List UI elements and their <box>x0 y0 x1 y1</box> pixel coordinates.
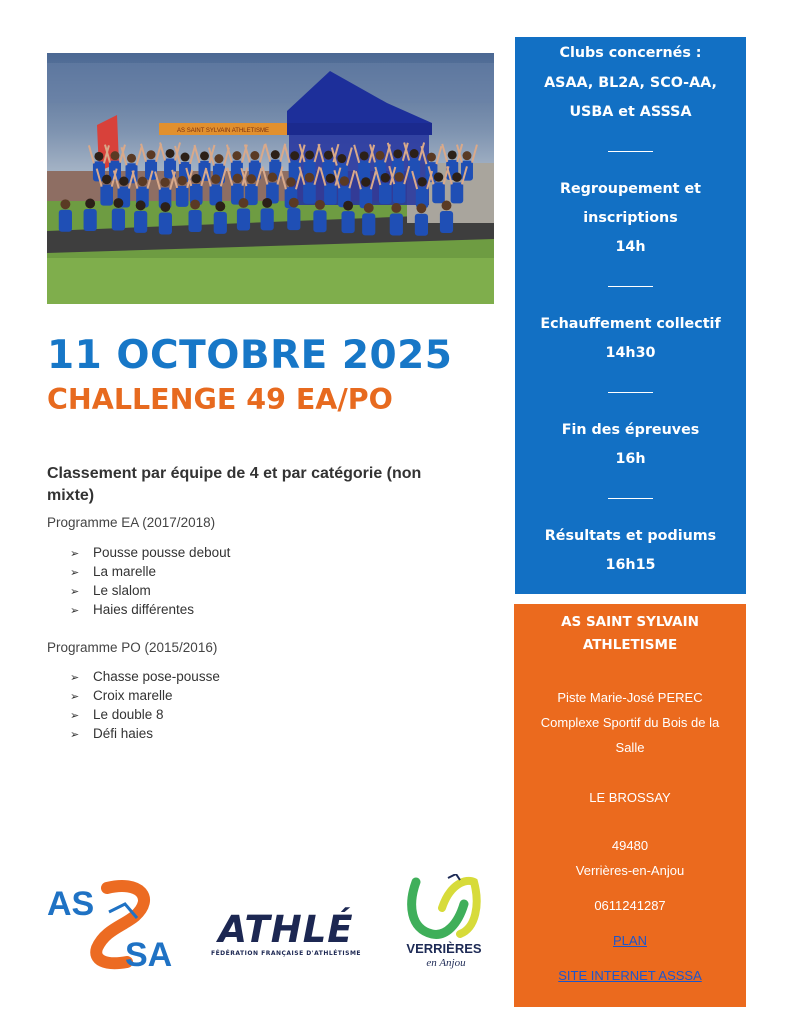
arrow-bullet-icon: ➢ <box>70 691 80 703</box>
child-figure <box>342 211 355 233</box>
svg-text:en Anjou: en Anjou <box>426 957 466 969</box>
child-head <box>136 200 146 210</box>
child-figure <box>362 213 375 235</box>
fin-epreuves-time: 16h <box>615 451 646 467</box>
child-figure <box>188 210 201 232</box>
child-head <box>94 152 103 161</box>
child-head <box>286 177 295 186</box>
fin-epreuves-label: Fin des épreuves <box>561 422 700 438</box>
child-figure <box>84 209 97 231</box>
child-head <box>147 150 156 159</box>
child-figure <box>134 211 147 233</box>
child-head <box>427 153 436 162</box>
child-head <box>110 151 119 160</box>
svg-text:VERRIÈRES: VERRIÈRES <box>406 941 482 956</box>
separator <box>608 151 653 152</box>
child-head <box>393 149 402 158</box>
child-head <box>326 174 335 183</box>
child-head <box>200 151 209 160</box>
clubs-line-1: ASAA, BL2A, SCO-AA, <box>544 75 717 91</box>
child-figure <box>390 213 403 235</box>
child-head <box>239 198 249 208</box>
child-figure <box>159 213 172 235</box>
child-head <box>268 173 277 182</box>
child-head <box>315 200 325 210</box>
child-head <box>214 154 223 163</box>
clubs-heading: Clubs concernés : <box>559 45 702 61</box>
regroupement-label-2: inscriptions <box>583 210 678 226</box>
list-item: ➢ Chasse pose-pousse <box>70 667 220 686</box>
postcode: 49480 <box>611 838 649 853</box>
venue-panel <box>514 604 746 1007</box>
child-head <box>138 177 147 186</box>
athle-logo <box>198 910 374 957</box>
echauffement-time: 14h30 <box>605 345 656 361</box>
child-head <box>181 153 190 162</box>
child-head <box>305 173 314 182</box>
child-figure <box>214 212 227 234</box>
child-head <box>337 154 346 163</box>
separator <box>608 498 653 499</box>
place-name: LE BROSSAY <box>589 790 671 805</box>
address-line-2: Complexe Sportif du Bois de la <box>540 715 720 730</box>
child-head <box>215 201 225 211</box>
child-head <box>364 203 374 213</box>
athle-tagline: FÉDÉRATION FRANÇAISE D'ATHLÉTISME <box>210 950 362 957</box>
photo-banner-text: AS SAINT SYLVAIN ATHLETISME <box>177 128 269 134</box>
resultats-label: Résultats et podiums <box>544 528 717 544</box>
child-figure <box>393 182 406 203</box>
child-head <box>160 202 170 212</box>
list-item: ➢ Haies différentes <box>70 600 230 619</box>
child-head <box>233 174 242 183</box>
child-head <box>166 149 175 158</box>
child-head <box>343 201 353 211</box>
child-head <box>416 203 426 213</box>
child-figure <box>100 185 113 206</box>
list-item: ➢ Défi haies <box>70 724 220 743</box>
child-head <box>442 201 452 211</box>
child-head <box>290 151 299 160</box>
child-head <box>452 172 461 181</box>
svg-text:SA: SA <box>125 936 173 970</box>
child-figure <box>451 182 464 203</box>
event-photo <box>47 53 494 304</box>
child-head <box>289 198 299 208</box>
address-line-3: Salle <box>615 740 645 755</box>
separator <box>608 392 653 393</box>
event-title: CHALLENGE 49 EA/PO <box>47 383 393 416</box>
athle-name: ATHLÉ <box>218 908 354 951</box>
child-head <box>190 200 200 210</box>
list-item: ➢ Pousse pousse debout <box>70 543 230 562</box>
child-head <box>434 172 443 181</box>
programme-ea-title: Programme EA (2017/2018) <box>47 515 216 530</box>
child-head <box>417 177 426 186</box>
list-item: ➢ La marelle <box>70 562 230 581</box>
list-item: ➢ Le double 8 <box>70 705 220 724</box>
website-link[interactable]: SITE INTERNET ASSSA <box>558 968 702 983</box>
separator <box>608 286 653 287</box>
schedule-panel <box>515 37 746 594</box>
child-head <box>448 150 457 159</box>
child-figure <box>176 186 189 207</box>
child-head <box>395 172 404 181</box>
child-figure <box>415 214 428 236</box>
programme-po-list <box>70 667 220 743</box>
arrow-bullet-icon: ➢ <box>70 548 80 560</box>
arrow-bullet-icon: ➢ <box>70 729 80 741</box>
child-figure <box>440 211 453 233</box>
child-head <box>391 203 401 213</box>
event-date: 11 OCTOBRE 2025 <box>47 333 453 378</box>
child-figure <box>432 182 445 203</box>
child-figure <box>261 208 274 230</box>
child-head <box>127 154 136 163</box>
child-head <box>262 198 272 208</box>
city: Verrières-en-Anjou <box>575 863 685 878</box>
child-head <box>305 150 314 159</box>
child-figure <box>112 209 125 231</box>
asssa-logo <box>45 878 180 970</box>
plan-link[interactable]: PLAN <box>613 933 647 948</box>
club-name-2: ATHLETISME <box>582 637 678 653</box>
arrow-bullet-icon: ➢ <box>70 605 80 617</box>
child-head <box>102 175 111 184</box>
address-line-1: Piste Marie-José PEREC <box>557 690 703 705</box>
list-item: ➢ Croix marelle <box>70 686 220 705</box>
classement-text: Classement par équipe de 4 et par catégorie (non mixte) <box>47 465 422 504</box>
child-figure <box>59 210 72 232</box>
svg-text:AS: AS <box>47 885 95 923</box>
arrow-bullet-icon: ➢ <box>70 586 80 598</box>
child-head <box>410 149 419 158</box>
child-head <box>60 199 70 209</box>
arrow-bullet-icon: ➢ <box>70 710 80 722</box>
child-figure <box>237 208 250 230</box>
child-head <box>192 174 201 183</box>
programme-po-title: Programme PO (2015/2016) <box>47 640 218 655</box>
list-item: ➢ Le slalom <box>70 581 230 600</box>
programme-ea-list <box>70 543 230 619</box>
child-head <box>177 176 186 185</box>
child-head <box>85 199 95 209</box>
child-figure <box>324 184 337 205</box>
child-head <box>375 151 384 160</box>
clubs-line-2: USBA et ASSSA <box>569 104 692 120</box>
child-figure <box>379 183 392 204</box>
verrieres-logo <box>402 874 486 970</box>
child-figure <box>303 183 316 204</box>
child-figure <box>313 210 326 232</box>
child-head <box>360 151 369 160</box>
child-head <box>119 176 128 185</box>
arrow-bullet-icon: ➢ <box>70 672 80 684</box>
child-head <box>340 176 349 185</box>
club-name-1: AS SAINT SYLVAIN <box>561 614 699 630</box>
child-head <box>232 151 241 160</box>
child-head <box>271 150 280 159</box>
echauffement-label: Echauffement collectif <box>540 316 721 332</box>
child-head <box>250 151 259 160</box>
child-head <box>211 174 220 183</box>
regroupement-label-1: Regroupement et <box>559 181 702 197</box>
regroupement-time: 14h <box>615 239 646 255</box>
phone: 0611241287 <box>594 898 666 913</box>
child-head <box>113 198 123 208</box>
child-head <box>462 151 471 160</box>
arrow-bullet-icon: ➢ <box>70 567 80 579</box>
child-head <box>160 178 169 187</box>
child-head <box>381 173 390 182</box>
child-head <box>247 174 256 183</box>
resultats-time: 16h15 <box>605 557 656 573</box>
child-head <box>361 177 370 186</box>
child-figure <box>287 208 300 230</box>
child-head <box>324 151 333 160</box>
